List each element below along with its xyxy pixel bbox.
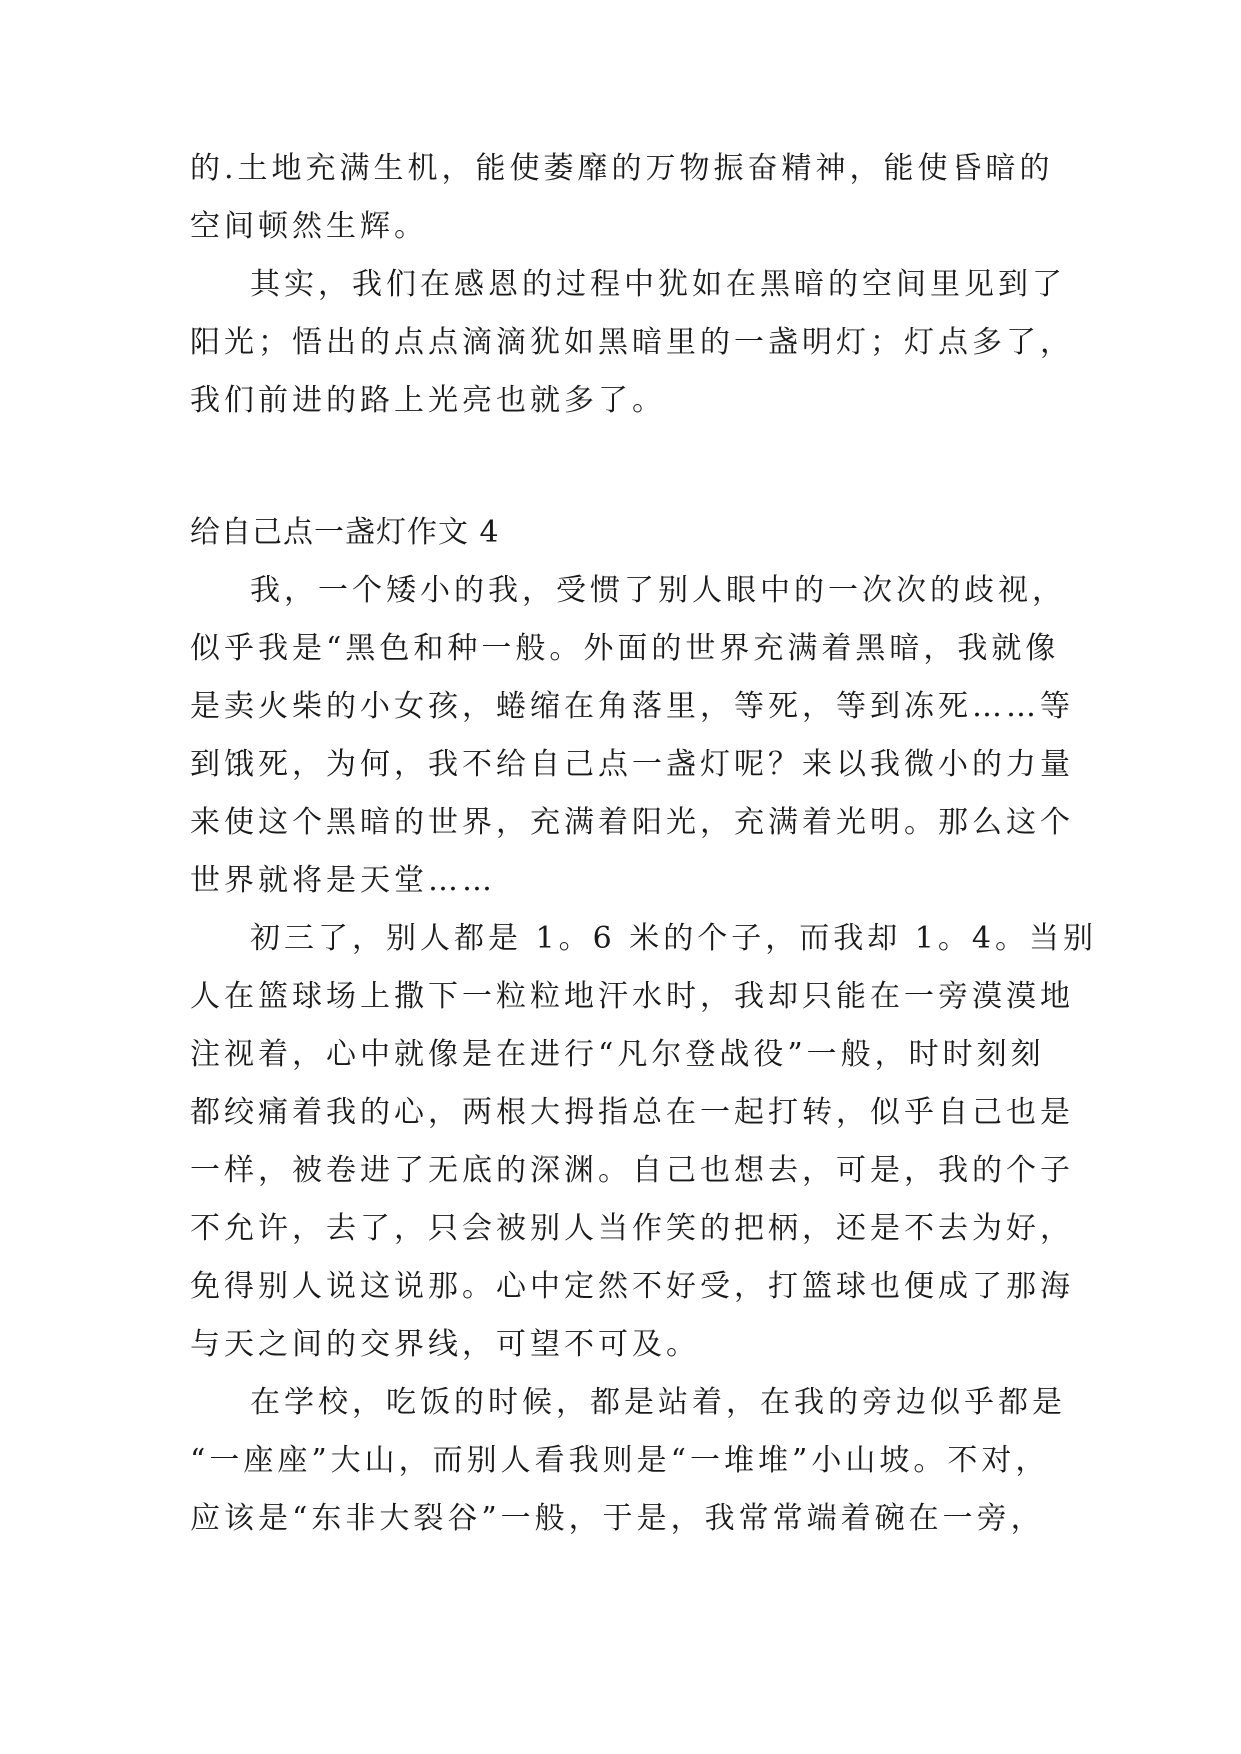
text-line: 阳光；悟出的点点滴滴犹如黑暗里的一盏明灯；灯点多了， xyxy=(190,325,1074,360)
text-line: 初三了，别人都是 1。6 米的个子，而我却 1。4。当别 xyxy=(250,921,1097,956)
text-line: 我们前进的路上光亮也就多了。 xyxy=(190,383,666,418)
text-line: 空间顿然生辉。 xyxy=(190,209,428,244)
text-line: 在学校，吃饭的时候，都是站着，在我的旁边似乎都是 xyxy=(250,1385,1066,1420)
text-line: 似乎我是“黑色和种一般。外面的世界充满着黑暗，我就像 xyxy=(190,631,1060,666)
text-line: 到饿死，为何，我不给自己点一盏灯呢？来以我微小的力量 xyxy=(190,747,1074,782)
text-line: 来使这个黑暗的世界，充满着阳光，充满着光明。那么这个 xyxy=(190,805,1074,840)
text-line: 世界就将是天堂…… xyxy=(190,863,496,898)
text-line: 是卖火柴的小女孩，蜷缩在角落里，等死，等到冻死……等 xyxy=(190,689,1074,724)
text-line: 应该是“东非大裂谷”一般，于是，我常常端着碗在一旁， xyxy=(190,1501,1045,1536)
text-line: 与天之间的交界线，可望不可及。 xyxy=(190,1327,700,1362)
section-heading: 给自己点一盏灯作文 4 xyxy=(190,515,500,550)
text-line: 注视着，心中就像是在进行“凡尔登战役”一般，时时刻刻 xyxy=(190,1037,1045,1072)
text-line: 的.土地充满生机，能使萎靡的万物振奋精神，能使昏暗的 xyxy=(190,151,1054,186)
text-line: 我，一个矮小的我，受惯了别人眼中的一次次的歧视， xyxy=(250,573,1066,608)
text-line: 不允许，去了，只会被别人当作笑的把柄，还是不去为好， xyxy=(190,1211,1074,1246)
text-line: 一样，被卷进了无底的深渊。自己也想去，可是，我的个子 xyxy=(190,1153,1074,1188)
text-line: 都绞痛着我的心，两根大拇指总在一起打转，似乎自己也是 xyxy=(190,1095,1074,1130)
text-line: “一座座”大山，而别人看我则是“一堆堆”小山坡。不对， xyxy=(190,1443,1050,1478)
text-line: 免得别人说这说那。心中定然不好受，打篮球也便成了那海 xyxy=(190,1269,1074,1304)
text-line: 其实，我们在感恩的过程中犹如在黑暗的空间里见到了 xyxy=(250,267,1066,302)
text-line: 人在篮球场上撒下一粒粒地汗水时，我却只能在一旁漠漠地 xyxy=(190,979,1074,1014)
